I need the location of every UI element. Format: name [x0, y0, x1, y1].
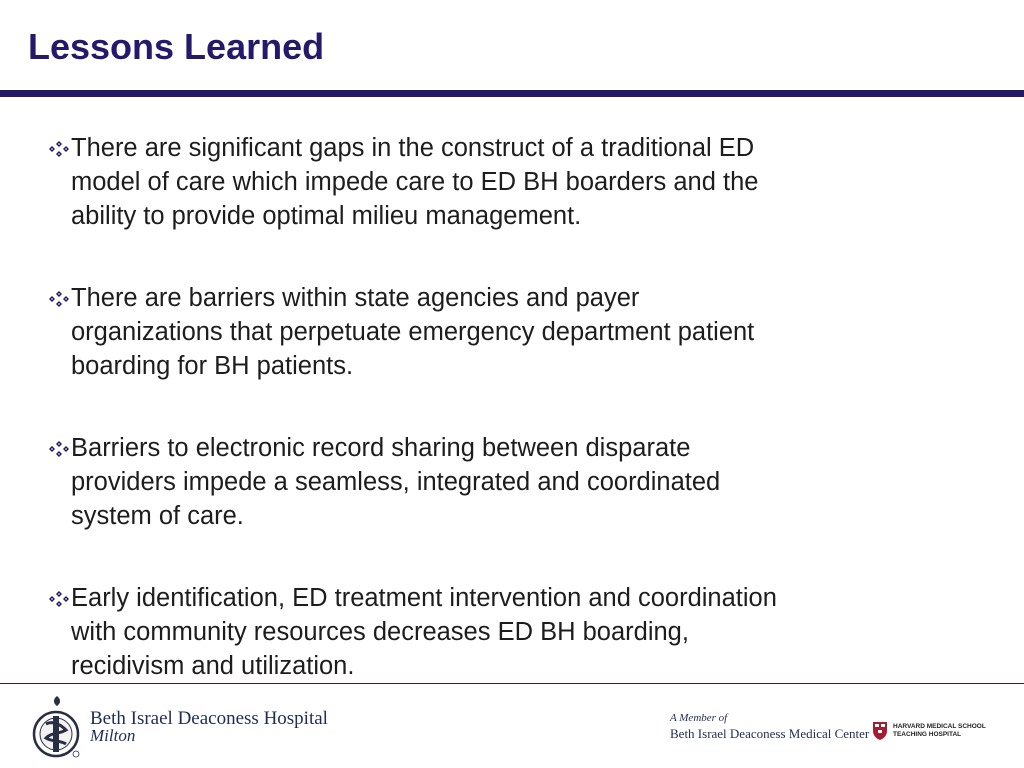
- title-divider: [0, 90, 1024, 97]
- harvard-affiliation: [893, 723, 986, 739]
- affiliation-line: HARVARD MEDICAL SCHOOL: [893, 723, 986, 730]
- bullet-item: [48, 581, 878, 683]
- slide-title: Lessons Learned: [28, 26, 325, 67]
- bullet-item: [48, 281, 878, 383]
- diamond-bullet-icon: [48, 590, 70, 608]
- bullet-line: providers impede a seamless, integrated and coordinated: [71, 468, 721, 496]
- diamond-bullet-icon: [48, 440, 70, 458]
- bullet-line: There are barriers within state agencies and payer: [71, 284, 640, 312]
- bullet-item: [48, 431, 878, 533]
- member-label: A Member of: [670, 712, 728, 724]
- bullet-line: organizations that perpetuate emergency department patient: [71, 318, 755, 346]
- bullet-line: recidivism and utilization.: [71, 652, 355, 680]
- member-organization: Beth Israel Deaconess Medical Center: [670, 726, 870, 741]
- bullet-line: model of care which impede care to ED BH boarders and the: [71, 168, 759, 196]
- diamond-bullet-icon: [48, 290, 70, 308]
- bullet-line: ability to provide optimal milieu management.: [71, 202, 582, 230]
- diamond-bullet-icon: [48, 140, 70, 158]
- hospital-name: Beth Israel Deaconess Hospital: [90, 708, 328, 729]
- hospital-location: Milton: [90, 726, 136, 745]
- affiliation-line: TEACHING HOSPITAL: [893, 731, 962, 738]
- bullet-line: Early identification, ED treatment intervention and coordination: [71, 584, 777, 612]
- bullet-line: boarding for BH patients.: [71, 352, 354, 380]
- footer: [0, 684, 1024, 768]
- harvard-shield-icon: [872, 721, 888, 741]
- hospital-seal-logo: [32, 694, 82, 760]
- bullet-list: [48, 131, 878, 731]
- bullet-line: system of care.: [71, 502, 244, 530]
- bullet-item: [48, 131, 878, 233]
- bullet-line: There are significant gaps in the construct of a traditional ED: [71, 134, 755, 162]
- bullet-line: with community resources decreases ED BH boarding,: [71, 618, 689, 646]
- bullet-line: Barriers to electronic record sharing between disparate: [71, 434, 691, 462]
